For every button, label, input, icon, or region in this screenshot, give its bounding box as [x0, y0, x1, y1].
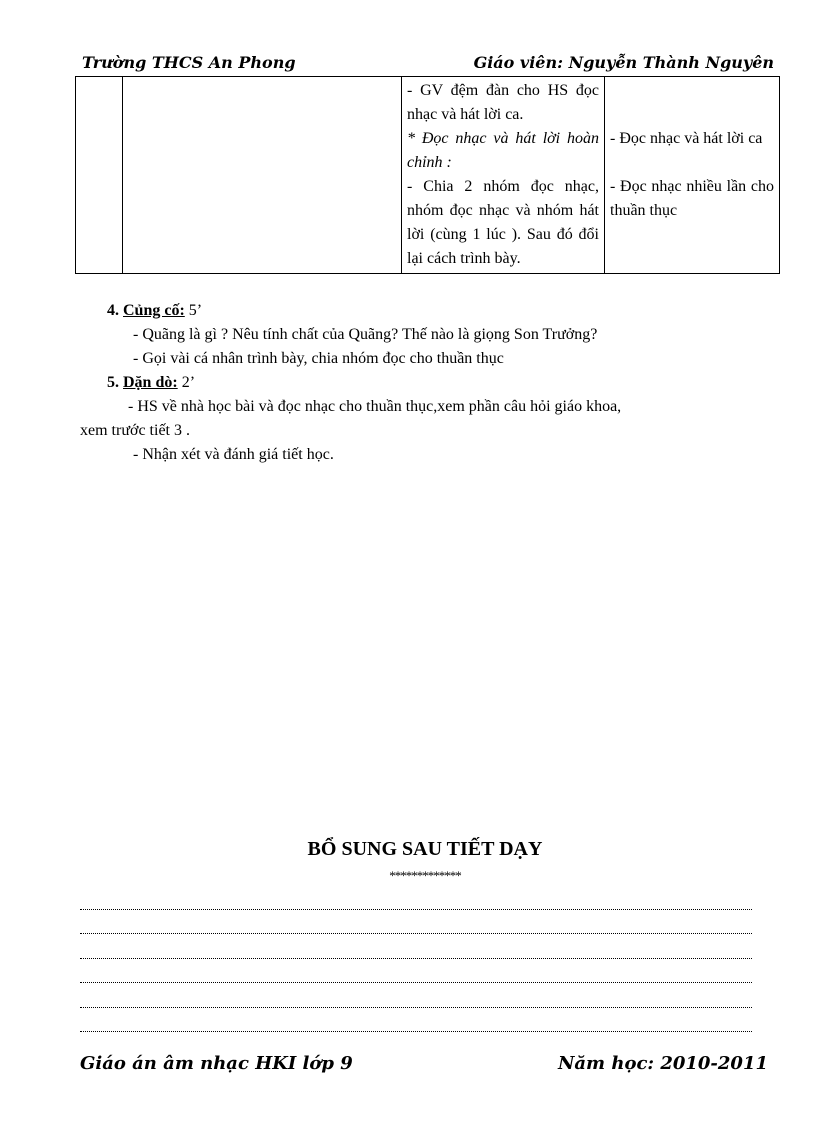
section-line: - Nhận xét và đánh giá tiết học.: [133, 446, 334, 463]
section-title: Củng cố:: [123, 302, 185, 319]
footer-right: Năm học: 2010-2011: [557, 1053, 768, 1074]
teacher-name: Giáo viên: Nguyễn Thành Nguyên: [473, 53, 774, 72]
student-activity-cell: [605, 77, 780, 274]
bosung-title: BỔ SUNG SAU TIẾT DẠY: [307, 838, 543, 860]
table-row: [76, 77, 780, 274]
dotted-line: [80, 1030, 752, 1032]
activity-subheading: * Đọc nhạc và hát lời hoàn chỉnh :: [407, 130, 599, 171]
stars-divider: *************: [389, 868, 461, 883]
table-cell-empty-2: [123, 77, 402, 274]
school-name: Trường THCS An Phong: [82, 53, 296, 72]
student-line: - Đọc nhạc nhiều lần cho thuần thục: [610, 178, 774, 219]
activity-line: - GV đệm đàn cho HS đọc nhạc và hát lời ca.: [407, 82, 599, 123]
section-title: Dặn dò:: [123, 374, 178, 391]
dotted-line: [80, 1006, 752, 1008]
page-header: [82, 50, 774, 77]
section-line: - Quãng là gì ? Nêu tính chất của Quãng? Thế nào là giọng Son Trưởng?: [133, 326, 598, 343]
dotted-line: [80, 957, 752, 959]
footer-left: Giáo án âm nhạc HKI lớp 9: [80, 1053, 353, 1074]
section-line: - HS về nhà học bài và đọc nhạc cho thuần thục,xem phần câu hỏi giáo khoa,: [128, 398, 622, 415]
section-number: 4.: [107, 302, 119, 319]
section-cung-co: [80, 299, 770, 371]
section-line: - Gọi vài cá nhân trình bày, chia nhóm đọc cho thuần thục: [133, 350, 504, 367]
section-line-continued: xem trước tiết 3 .: [80, 422, 190, 439]
section-time: 2’: [181, 374, 196, 391]
table-cell-empty-1: [76, 77, 123, 274]
student-line: - Đọc nhạc và hát lời ca: [610, 130, 763, 147]
section-dan-do: [80, 371, 770, 467]
lesson-table: [75, 76, 780, 274]
teacher-activity-cell: [402, 77, 605, 274]
dotted-line: [80, 932, 752, 934]
dotted-line: [80, 981, 752, 983]
page-footer: [80, 1053, 768, 1074]
section-number: 5.: [107, 374, 119, 391]
section-time: 5’: [188, 302, 203, 319]
activity-line: - Chia 2 nhóm đọc nhạc, nhóm đọc nhạc và nhóm hát lời (cùng 1 lúc ). Sau đó đổi lại cách trình bày.: [407, 178, 599, 267]
dotted-line: [80, 908, 752, 910]
